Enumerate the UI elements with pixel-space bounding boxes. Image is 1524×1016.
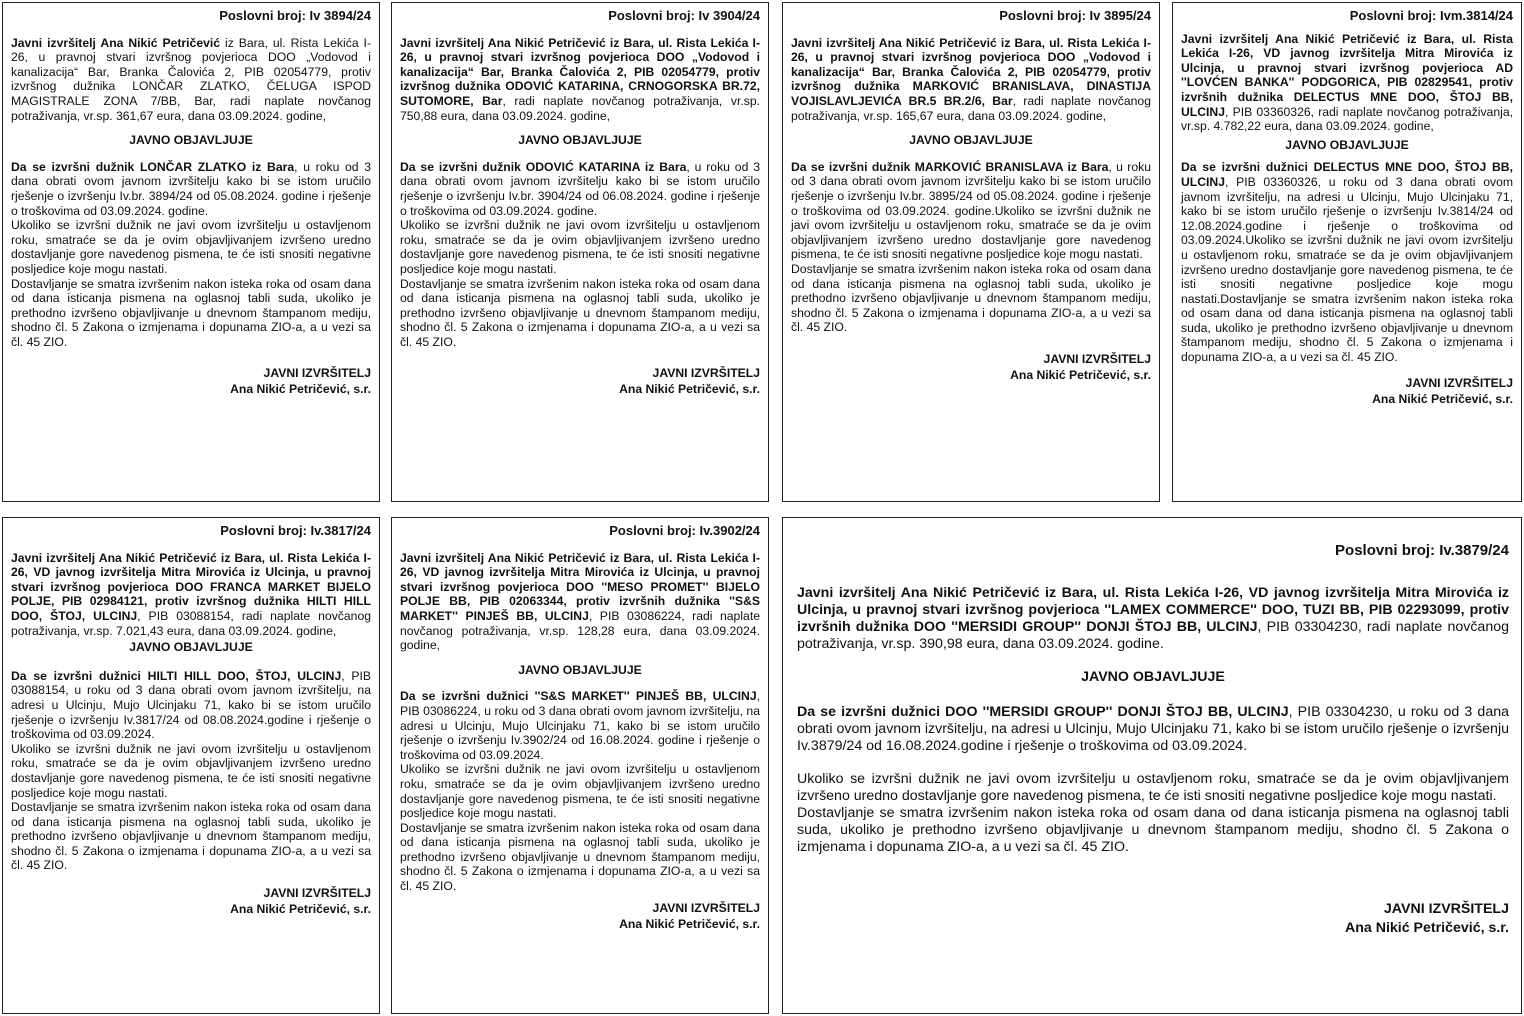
notice-intro [400, 551, 760, 653]
notice-paragraph-3: Dostavljanje se smatra izvršenim nakon isteka roka od osam dana od dana isticanja pismena na oglasnoj tabli suda, ukoliko je prethodno izvršeno objavljivanje u dnevnom štampanom mediju, shodno čl. 5 Zakona o izmjenama i dopunama ZIO-a, a u vezi sa čl. 45 ZIO. [797, 805, 1509, 855]
notice-intro-text: , PIB 03086224, radi naplate novčanog potraživanja, vr.sp. 128,28 eura, dana 03.09.2024. godine, [400, 608, 760, 653]
notice-intro-text: iz Bara, ul. Rista Lekića I-26, u pravnoj stvari izvršnog povjerioca DOO „Vodovod i kanalizacija“ Bar, Branka Čalovića 2, PIB 02054779, protiv izvršnog dužnika LONČAR ZLATKO, ČELUGA ISPOD MAGISTRALE ZONA 7/BB, Bar, radi naplate novčanog potraživanja, vr.sp. 361,67 eura, dana 03.09.2024. godine, [11, 35, 372, 123]
notice-paragraph-2: Ukoliko se izvršni dužnik ne javi ovom izvršitelju u ostavljenom roku, smatraće se da je ovim objavljivanjem izvršeno uredno dostavljanje gore navedenog pismena, te će isti snositi negativne posljedice koje mogu nastati. [400, 218, 760, 276]
notice-ivm-3814 [1172, 2, 1522, 502]
notice-iv-3895 [782, 2, 1160, 502]
signature-name: Ana Nikić Petričević, s.r. [230, 902, 371, 917]
notice-intro-bold: Javni izvršitelj Ana Nikić Petričević iz Bara, ul. Rista Lekića I-26, VD javnog izvršitelja Mitra Mirovića iz Ulcinja, u pravnoj stvari izvršnog povjerioca ''LAMEX COMMERCE'' DOO, TUZI BB, PIB 02293099, protiv izvršnih dužnika DOO ''MERSIDI GROUP'' DONJI ŠTOJ BB, ULCINJ [797, 585, 1509, 635]
notice-paragraph-3: Dostavljanje se smatra izvršenim nakon isteka roka od osam dana od dana isticanja pismena na oglasnoj tabli suda, ukoliko je prethodno izvršeno objavljivanje u dnevnom štampanom mediju, shodno čl. 5 Zakona o izmjenama i dopunama ZIO-a, a u vezi sa čl. 45 ZIO. [400, 820, 760, 894]
notice-intro-bold: Javni izvršitelj Ana Nikić Petričević iz Bara, ul. Rista Lekića I-26, VD javnog izvršitelja Mitra Mirovića iz Ulcinja, u pravnoj stvari izvršnog povjerioca AD ''LOVĆEN BANKA'' PODGORICA, PIB 02829541, protiv izvršnih dužnika DELECTUS MNE DOO, ŠTOJ BB, ULCINJ [1181, 31, 1513, 119]
signature-title: JAVNI IZVRŠITELJ [1405, 375, 1513, 390]
notice-paragraph-3: Dostavljanje se smatra izvršenim nakon isteka roka od osam dana od dana isticanja pismena na oglasnoj tabli suda, ukoliko je prethodno izvršeno objavljivanje u dnevnom štampanom mediju, shodno čl. 5 Zakona o izmjenama i dopunama ZIO-a, a u vezi sa čl. 45 ZIO. [11, 276, 371, 349]
notice-body [11, 160, 371, 350]
notice-intro-bold: Javni izvršitelj Ana Nikić Petričević iz Bara, ul. Rista Lekića I-26, VD javnog izvršitelja Mitra Mirovića iz Ulcinja, u pravnoj stvari izvršnog povjerioca DOO ''MESO PROMET'' BIJELO POLJE BB, PIB 02063344, protiv izvršnih dužnika ''S&S MARKET'' PINJEŠ BB, ULCINJ [400, 550, 760, 623]
notice-reference-number: Poslovni broj: Iv.3879/24 [1335, 542, 1509, 559]
notice-intro [400, 36, 760, 124]
signature-title: JAVNI IZVRŠITELJ [652, 900, 760, 915]
signature-name: Ana Nikić Petričević, s.r. [1372, 391, 1513, 406]
signature-title: JAVNI IZVRŠITELJ [1043, 351, 1151, 366]
notice-intro-text: , radi naplate novčanog potraživanja, vr.sp. 750,88 eura, dana 03.09.2024. godine, [400, 93, 760, 123]
notice-body [797, 704, 1509, 856]
notice-lead-bold: Da se izvršni dužnici ''S&S MARKET'' PINJEŠ BB, ULCINJ [400, 689, 757, 704]
notice-signature [1181, 375, 1513, 407]
notice-lead-paragraph [11, 160, 371, 218]
signature-title: JAVNI IZVRŠITELJ [652, 366, 760, 381]
notice-body [11, 669, 371, 873]
notice-lead-text: , u roku od 3 dana obrati ovom javnom izvršitelju kako bi se istom uručilo rješenje o izvršenju Iv.br. 3895/24 od 05.08.2024. godine i rješenje o troškovima od 03.09.2024. godine.Ukoliko se izvršni dužnik ne javi ovom izvršitelju u ostavljenom roku, smatraće se da je ovim objavljivanjem izvršeno uredno dostavljanje gore navedenog pismena, te će isti snositi negativne posljedice koje mogu nastati. [791, 159, 1151, 262]
notice-reference-number: Poslovni broj: Iv 3895/24 [999, 8, 1151, 23]
notice-lead-text: , u roku od 3 dana obrati ovom javnom izvršitelju kako bi se istom uručilo rješenje o izvršenju Iv.br. 3894/24 od 05.08.2024. godine i rješenje o troškovima od 03.09.2024. godine. [11, 159, 371, 218]
notice-intro [11, 36, 371, 124]
notice-lead-paragraph [1181, 160, 1513, 364]
signature-title: JAVNI IZVRŠITELJ [263, 886, 371, 901]
notice-lead-text: , PIB 03086224, u roku od 3 dana obrati ovom javnom izvršitelju, na adresi u Ulcinju, Mujo Ulcinjaku 71, kako bi se istom uručilo rješenje o izvršenju Iv.3902/24 od 16.08.2024. godine i rješenje o troškovima od 03.09.2024. [400, 689, 760, 762]
notice-paragraph-2: Ukoliko se izvršni dužnik ne javi ovom izvršitelju u ostavljenom roku, smatraće se da je ovim objavljivanjem izvršeno uredno dostavljanje gore navedenog pismena, te će isti snositi negativne posljedice koje mogu nastati. [797, 771, 1509, 804]
notice-reference-number: Poslovni broj: Iv.3902/24 [609, 523, 760, 538]
notice-intro-text: , PIB 03360326, radi naplate novčanog potraživanja, vr.sp. 4.782,22 eura, dana 03.09.2024. godine, [1181, 104, 1513, 134]
notice-intro-text: , PIB 03088154, radi naplate novčanog potraživanja, vr.sp. 7.021,43 eura, dana 03.09.2024. godine, [11, 608, 371, 638]
notice-lead-bold: Da se izvršni dužnik LONČAR ZLATKO iz Bara [11, 159, 295, 174]
notice-lead-paragraph [797, 704, 1509, 755]
notice-iv-3904 [391, 2, 769, 502]
notice-signature [11, 885, 371, 917]
notice-lead-bold: Da se izvršni dužnici DOO ''MERSIDI GROUP'' DONJI ŠTOJ BB, ULCINJ [797, 704, 1289, 720]
notice-paragraph-3: Dostavljanje se smatra izvršenim nakon isteka roka od osam dana od dana isticanja pismena na oglasnoj tabli suda, ukoliko je prethodno izvršeno objavljivanje u dnevnom štampanom mediju, shodno čl. 5 Zakona o izmjenama i dopunama ZIO-a, a u vezi sa čl. 45 ZIO. [791, 261, 1151, 335]
notice-lead-text: , PIB 03088154, u roku od 3 dana obrati ovom javnom izvršitelju, na adresi u Ulcinju, Mujo Ulcinjaku 71, kako bi se istom uručilo rješenje o izvršenju Iv.3817/24 od 08.08.2024.godine i rješenje o troškovima od 03.09.2024. [11, 668, 371, 742]
notice-iv-3879 [782, 517, 1522, 1014]
notice-reference-number: Poslovni broj: Ivm.3814/24 [1349, 8, 1513, 23]
notice-lead-text: , PIB 03360326, u roku od 3 dana obrati ovom javnom izvršitelju, na adresi u Ulcinju, Mujo Ulcinjaku 71, kako bi se istom uručilo rješenje o izvršenju Iv.3814/24 od 12.08.2024.godine i rješenje o troškovima od 03.09.2024.Ukoliko se izvršni dužnik ne javi ovom izvršitelju u ostavljenom roku, smatraće se da je ovim objavljivanjem izvršeno uredno dostavljanje gore navedenog pismena, te će isti snositi negativne posljedice koje mogu nastati.Dostavljanje se smatra izvršenim nakon isteka roka od osam dana od dana isticanja pismena na oglasnoj tabli suda, ukoliko je prethodno izvršeno objavljivanje u dnevnom štampanom mediju, shodno čl. 5 Zakona o izmjenama i dopunama ZIO-a, a u vezi sa čl. 45 ZIO. [1181, 174, 1513, 365]
notice-heading: JAVNO OBJAVLJUJE [1081, 669, 1225, 685]
notice-intro [797, 585, 1509, 653]
notice-body [1181, 160, 1513, 364]
notice-signature [791, 351, 1151, 383]
notice-paragraph-2: Ukoliko se izvršni dužnik ne javi ovom izvršitelju u ostavljenom roku, smatraće se da je ovim objavljivanjem izvršeno uredno dostavljanje gore navedenog pismena, te će isti snositi negativne posljedice koje mogu nastati. [11, 741, 371, 800]
notice-reference-number: Poslovni broj: Iv.3817/24 [220, 523, 371, 538]
notice-heading: JAVNO OBJAVLJUJE [129, 640, 253, 655]
notice-intro [11, 551, 371, 639]
signature-title: JAVNI IZVRŠITELJ [1383, 901, 1509, 917]
notice-body [400, 160, 760, 350]
notice-intro-bold: Javni izvršitelj Ana Nikić Petričević iz Bara, ul. Rista Lekića I-26, VD javnog izvršitelja Mitra Mirovića iz Ulcinja, u pravnoj stvari izvršnog povjerioca DOO FRANCA MARKET BIJELO POLJE, PIB 02984121, protiv izvršnog dužnika HILTI HILL DOO, ŠTOJ, ULCINJ [11, 550, 371, 623]
notice-intro [791, 36, 1151, 124]
notice-lead-bold: Da se izvršni dužnici DELECTUS MNE DOO, ŠTOJ BB, ULCINJ [1181, 160, 1513, 189]
notice-lead-paragraph [400, 689, 760, 762]
notice-paragraph-2: Ukoliko se izvršni dužnik ne javi ovom izvršitelju u ostavljenom roku, smatraće se da je ovim objavljivanjem izvršeno uredno dostavljanje gore navedenog pismena, te će isti snositi negativne posljedice koje mogu nastati. [11, 218, 371, 276]
notice-signature [797, 900, 1509, 938]
notice-heading: JAVNO OBJAVLJUJE [518, 133, 642, 148]
notice-body [791, 160, 1151, 335]
notice-heading: JAVNO OBJAVLJUJE [1285, 137, 1409, 152]
notice-intro-text: , PIB 03304230, radi naplate novčanog potraživanja, vr.sp. 390,98 eura, dana 03.09.2024. godine. [797, 619, 1509, 652]
notice-reference-number: Poslovni broj: Iv 3894/24 [219, 8, 371, 23]
notice-lead-paragraph [400, 160, 760, 218]
notice-lead-text: , PIB 03304230, u roku od 3 dana obrati ovom javnom izvršitelju, na adresi u Ulcinju, Mujo Ulcinjaku 71, kako bi se istom uručilo rješenje o izvršenju Iv.3879/24 od 16.08.2024.godine i rješenje o troškovima od 03.09.2024. [797, 704, 1509, 754]
notice-body [400, 689, 760, 893]
notice-iv-3817 [2, 517, 380, 1014]
notice-paragraph-2: Ukoliko se izvršni dužnik ne javi ovom izvršitelju u ostavljenom roku, smatraće se da je ovim objavljivanjem izvršeno uredno dostavljanje gore navedenog pismena, te će isti snositi negativne posljedice koje mogu nastati. [400, 762, 760, 821]
notice-signature [11, 365, 371, 397]
notice-lead-bold: Da se izvršni dužnik ODOVIĆ KATARINA iz Bara [400, 159, 687, 174]
notice-intro-bold: Javni izvršitelj Ana Nikić Petričević iz Bara, ul. Rista Lekića I-26, u pravnoj stvari izvršnog povjerioca DOO „Vodovod i kanalizacija“ Bar, Branka Čalovića 2, PIB 02054779, protiv izvršnog dužnika MARKOVIĆ BRANISLAVA, DINASTIJA VOJISLAVLJEVIĆA BR.5 BR.2/6, Bar [791, 35, 1151, 108]
notice-heading: JAVNO OBJAVLJUJE [518, 662, 642, 677]
notice-reference-number: Poslovni broj: Iv 3904/24 [608, 8, 760, 23]
signature-name: Ana Nikić Petričević, s.r. [1344, 920, 1509, 936]
notice-signature [400, 900, 760, 932]
notice-lead-paragraph [791, 160, 1151, 262]
notice-iv-3894 [2, 2, 380, 502]
notice-paragraph-3: Dostavljanje se smatra izvršenim nakon isteka roka od osam dana od dana isticanja pismena na oglasnoj tabli suda, ukoliko je prethodno izvršeno objavljivanje u dnevnom štampanom mediju, shodno čl. 5 Zakona o izmjenama i dopunama ZIO-a, a u vezi sa čl. 45 ZIO. [11, 800, 371, 873]
signature-name: Ana Nikić Petričević, s.r. [619, 382, 760, 397]
notice-intro [1181, 32, 1513, 134]
notice-lead-text: , u roku od 3 dana obrati ovom javnom izvršitelju kako bi se istom uručilo rješenje o izvršenju Iv.br. 3904/24 od 06.08.2024. godine i rješenje o troškovima od 03.09.2024. godine. [400, 159, 760, 218]
notice-signature [400, 365, 760, 397]
notice-lead-bold: Da se izvršni dužnici HILTI HILL DOO, ŠTOJ, ULCINJ [11, 668, 342, 683]
notice-lead-paragraph [11, 669, 371, 742]
signature-name: Ana Nikić Petričević, s.r. [230, 382, 371, 397]
notice-iv-3902 [391, 517, 769, 1014]
notice-paragraph-3: Dostavljanje se smatra izvršenim nakon isteka roka od osam dana od dana isticanja pismena na oglasnoj tabli suda, ukoliko je prethodno izvršeno objavljivanje u dnevnom štampanom mediju, shodno čl. 5 Zakona o izmjenama i dopunama ZIO-a, a u vezi sa čl. 45 ZIO. [400, 276, 760, 349]
notice-intro-bold: Javni izvršitelj Ana Nikić Petričević iz Bara, ul. Rista Lekića I-26, u pravnoj stvari izvršnog povjerioca DOO „Vodovod i kanalizacija“ Bar, Branka Čalovića 2, PIB 02054779, protiv izvršnog dužnika ODOVIĆ KATARINA, CRNOGORSKA BR.72, SUTOMORE, Bar [400, 35, 760, 108]
signature-name: Ana Nikić Petričević, s.r. [1010, 367, 1151, 382]
signature-title: JAVNI IZVRŠITELJ [263, 366, 371, 381]
notice-lead-bold: Da se izvršni dužnik MARKOVIĆ BRANISLAVA iz Bara [791, 159, 1109, 174]
notice-intro-text: , radi naplate novčanog potraživanja, vr.sp. 165,67 eura, dana 03.09.2024. godine, [791, 93, 1151, 123]
notice-intro-bold: Javni izvršitelj Ana Nikić Petričević [11, 35, 221, 50]
notice-heading: JAVNO OBJAVLJUJE [909, 133, 1033, 148]
notice-heading: JAVNO OBJAVLJUJE [129, 133, 253, 148]
signature-name: Ana Nikić Petričević, s.r. [619, 916, 760, 931]
